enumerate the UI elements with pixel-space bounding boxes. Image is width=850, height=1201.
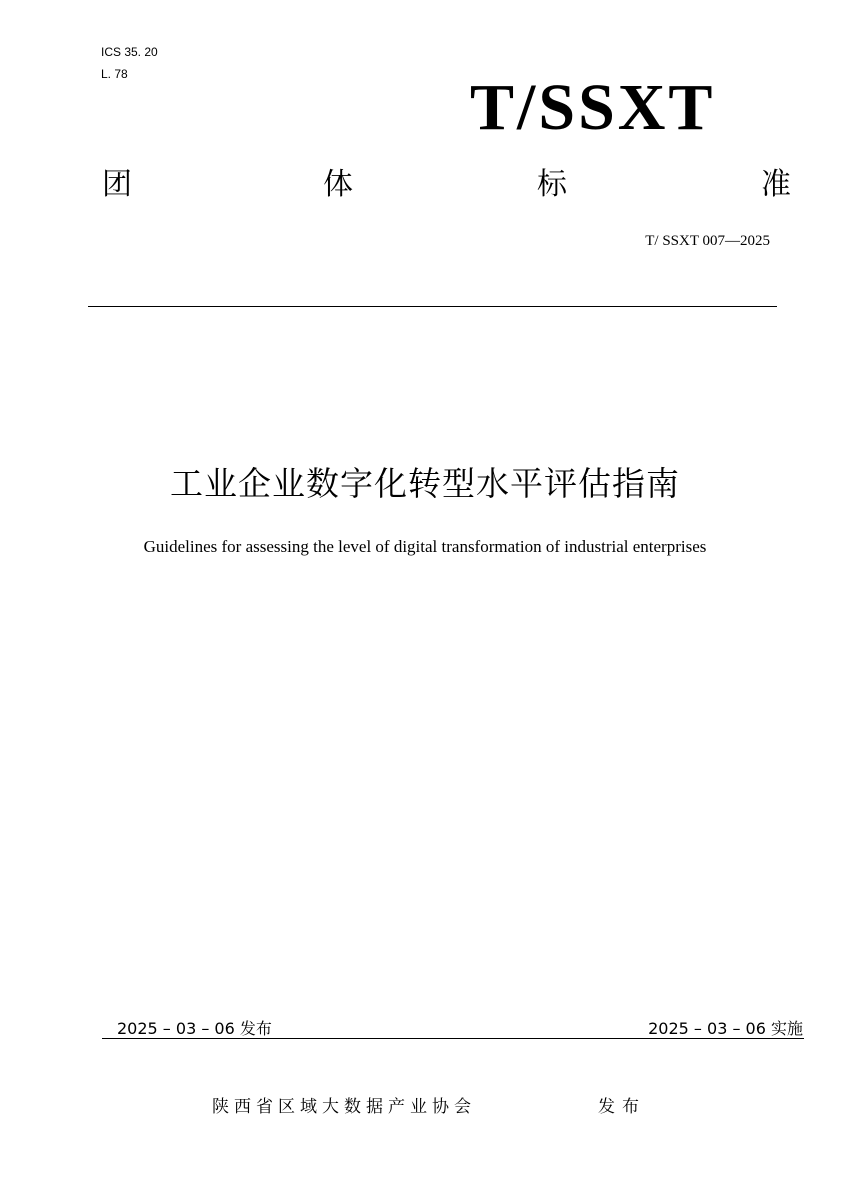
footer-divider <box>102 1038 804 1039</box>
standard-type-char-2: 体 <box>323 167 353 202</box>
ccs-code: L. 78 <box>101 67 128 81</box>
standard-logo: T/SSXT <box>470 71 716 144</box>
implement-date: 2025 – 03 – 06 实施 <box>648 1019 803 1038</box>
document-number: T/ SSXT 007—2025 <box>645 233 770 249</box>
standard-type-char-3: 标 <box>537 167 567 202</box>
title-english: Guidelines for assessing the level of digital transformation of industrial enterprises <box>143 537 707 556</box>
ics-code: ICS 35. 20 <box>101 45 158 59</box>
standard-type-char-4: 准 <box>761 167 791 202</box>
header-divider <box>88 306 777 307</box>
publisher-name: 陕西省区域大数据产业协会 <box>212 1097 476 1117</box>
standard-type-char-1: 团 <box>102 167 132 202</box>
title-chinese: 工业企业数字化转型水平评估指南 <box>170 464 680 503</box>
publish-date: 2025 – 03 – 06 发布 <box>117 1019 272 1038</box>
publisher-suffix: 发布 <box>598 1097 646 1117</box>
